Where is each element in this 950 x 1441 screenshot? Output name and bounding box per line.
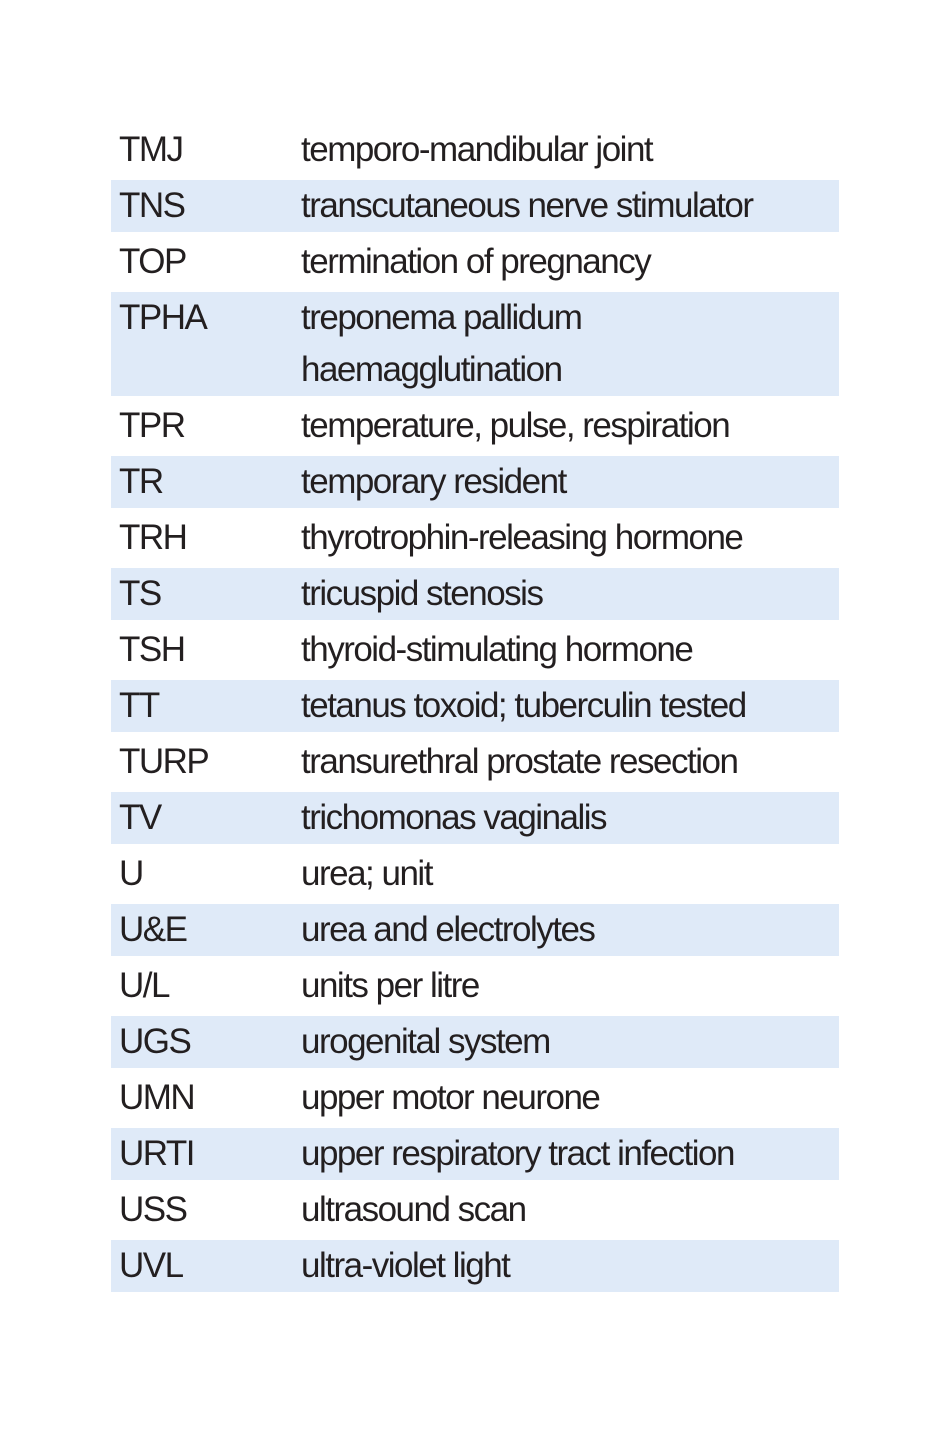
abbreviation: UVL [119,1246,183,1285]
definition: thyroid-stimulating hormone [301,630,693,669]
table-row [111,960,839,1012]
definition: upper motor neurone [301,1078,600,1117]
abbreviation: TS [119,574,161,613]
definition: temporary resident [301,462,566,501]
table-row [111,624,839,676]
abbreviation: U/L [119,966,169,1005]
abbreviation: TV [119,798,161,837]
table-row [111,568,839,620]
abbreviation: TURP [119,742,209,781]
definition: transurethral prostate resection [301,742,738,781]
table-row [111,236,839,288]
table-row [111,1128,839,1180]
table-row [111,680,839,732]
abbreviation: TPHA [119,298,207,337]
definition: tetanus toxoid; tuberculin tested [301,686,746,725]
definition: tricuspid stenosis [301,574,543,613]
table-row [111,180,839,232]
table-row [111,848,839,900]
table-row [111,124,839,176]
table-row [111,292,839,396]
definition: upper respiratory tract infection [301,1134,734,1173]
table-row [111,792,839,844]
abbreviation: USS [119,1190,187,1229]
table-row [111,736,839,788]
abbreviation-table [111,124,839,1296]
table-row [111,400,839,452]
abbreviation: TPR [119,406,185,445]
definition: temperature, pulse, respiration [301,406,730,445]
definition: urogenital system [301,1022,550,1061]
table-row [111,512,839,564]
abbreviation: URTI [119,1134,195,1173]
abbreviation: TRH [119,518,187,557]
abbreviation: U [119,854,143,893]
definition: ultrasound scan [301,1190,526,1229]
table-row [111,1184,839,1236]
definition: transcutaneous nerve stimulator [301,186,753,225]
abbreviation: TSH [119,630,185,669]
definition: termination of pregnancy [301,242,651,281]
definition: temporo-mandibular joint [301,130,653,169]
abbreviation: TT [119,686,159,725]
definition: thyrotrophin-releasing hormone [301,518,743,557]
table-row [111,1072,839,1124]
definition: ultra-violet light [301,1246,510,1285]
abbreviation: UGS [119,1022,191,1061]
definition: units per litre [301,966,479,1005]
abbreviation: TNS [119,186,185,225]
abbreviation: TOP [119,242,186,281]
definition: urea; unit [301,854,432,893]
table-row [111,1016,839,1068]
table-row [111,1240,839,1292]
table-row [111,904,839,956]
definition: trichomonas vaginalis [301,798,607,837]
abbreviation: UMN [119,1078,195,1117]
abbreviation: U&E [119,910,187,949]
table-row [111,456,839,508]
abbreviation: TR [119,462,163,501]
abbreviation: TMJ [119,130,183,169]
definition: urea and electrolytes [301,910,595,949]
definition: treponema pallidum haemagglutination [301,298,582,389]
